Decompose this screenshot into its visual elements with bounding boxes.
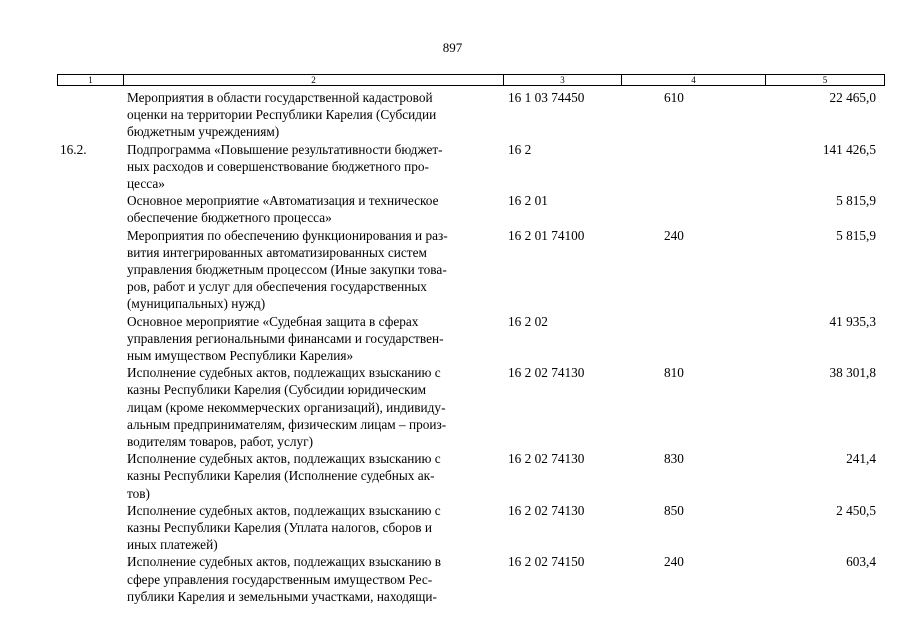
- description-line: тов): [127, 485, 150, 501]
- row-description: [122, 450, 501, 502]
- amount: 38 301,8: [829, 365, 876, 381]
- description-line: Мероприятия в области государственной кадастровой: [127, 90, 433, 105]
- description-line: обеспечение бюджетного процесса»: [127, 210, 332, 226]
- expense-type-code: 610: [664, 90, 684, 105]
- description-line: бюджетным учреждениям): [127, 124, 280, 140]
- amount: 603,4: [846, 554, 876, 570]
- table-row: [57, 89, 879, 141]
- amount: 41 935,3: [829, 313, 876, 329]
- page-number: 897: [442, 40, 463, 55]
- table-row: [57, 141, 879, 193]
- description-line: управления региональными финансами и государствен-: [127, 330, 444, 346]
- description-line: ров, работ и услуг для обеспечения государственных: [127, 279, 427, 295]
- target-article-code: 16 2 02 74130: [508, 365, 585, 381]
- row-number: [57, 450, 122, 502]
- description-line: ным имуществом Республики Карелия»: [127, 348, 354, 364]
- row-description: [122, 502, 501, 554]
- expense-type-code: [618, 141, 761, 193]
- amount: 241,4: [846, 451, 876, 467]
- target-article-code: 16 2 02 74130: [508, 502, 585, 518]
- row-number: [57, 227, 122, 313]
- description-line: вития интегрированных автоматизированных систем: [127, 244, 427, 260]
- column-header-5: 5: [766, 75, 885, 86]
- description-line: Исполнение судебных актов, подлежащих взысканию в: [127, 554, 441, 570]
- row-number: [57, 313, 122, 365]
- description-line: Исполнение судебных актов, подлежащих взысканию с: [127, 451, 441, 467]
- column-header-1: 1: [58, 75, 124, 86]
- row-description: [122, 364, 501, 450]
- expense-type-code: 850: [664, 502, 684, 518]
- description-line: управления бюджетным процессом (Иные закупки това-: [127, 262, 447, 278]
- amount: 22 465,0: [829, 90, 876, 105]
- description-line: (муниципальных) нужд): [127, 296, 266, 312]
- description-line: водителям товаров, работ, услуг): [127, 434, 314, 450]
- table-row: [57, 313, 879, 365]
- expense-type-code: 830: [664, 451, 684, 467]
- description-line: оценки на территории Республики Карелия (Субсидии: [127, 107, 437, 123]
- target-article-code: 16 2 01 74100: [508, 227, 585, 243]
- target-article-code: 16 2 01: [508, 193, 548, 209]
- description-line: Основное мероприятие «Судебная защита в сферах: [127, 313, 419, 329]
- row-description: [122, 227, 501, 313]
- description-line: ных расходов и совершенствование бюджетного про-: [127, 158, 429, 174]
- target-article-code: 16 2 02: [508, 313, 548, 329]
- description-line: Исполнение судебных актов, подлежащих взысканию с: [127, 365, 441, 381]
- row-description: [122, 89, 501, 141]
- table-row: [57, 227, 879, 313]
- target-article-code: 16 2 02 74150: [508, 554, 585, 570]
- description-line: Исполнение судебных актов, подлежащих взысканию с: [127, 502, 441, 518]
- column-header-3: 3: [504, 75, 622, 86]
- amount: 5 815,9: [836, 227, 876, 243]
- description-line: альным предпринимателям, физическим лицам – произ-: [127, 416, 447, 432]
- row-description: [122, 192, 501, 226]
- table-row: [57, 502, 879, 554]
- target-article-code: 16 1 03 74450: [508, 90, 585, 105]
- table-row: [57, 364, 879, 450]
- column-number-header: [57, 74, 885, 86]
- expense-type-code: 240: [664, 227, 684, 243]
- amount: 141 426,5: [822, 141, 876, 157]
- expense-type-code: 240: [664, 554, 684, 570]
- table-row: [57, 553, 879, 605]
- description-line: сфере управления государственным имуществом Рес-: [127, 571, 433, 587]
- description-line: публики Карелия и земельными участками, находящи-: [127, 588, 437, 604]
- row-number: [57, 192, 122, 226]
- target-article-code: 16 2: [508, 141, 532, 157]
- description-line: иных платежей): [127, 537, 218, 553]
- row-description: [122, 141, 501, 193]
- description-line: Мероприятия по обеспечению функционирования и раз-: [127, 227, 448, 243]
- expense-type-code: [618, 192, 761, 226]
- expense-type-code: [618, 313, 761, 365]
- row-number: [57, 89, 122, 141]
- column-header-2: 2: [124, 75, 504, 86]
- column-header-4: 4: [622, 75, 766, 86]
- description-line: цесса»: [127, 176, 165, 192]
- amount: 2 450,5: [836, 502, 876, 518]
- description-line: казны Республики Карелия (Исполнение судебных ак-: [127, 468, 435, 484]
- expense-type-code: 810: [664, 365, 684, 381]
- row-number: [57, 502, 122, 554]
- row-description: [122, 313, 501, 365]
- table-row: [57, 192, 879, 226]
- description-line: казны Республики Карелия (Уплата налогов, сборов и: [127, 520, 432, 536]
- row-number: [57, 553, 122, 605]
- row-number: [57, 364, 122, 450]
- description-line: лицам (кроме некоммерческих организаций), индивиду-: [127, 399, 446, 415]
- description-line: казны Республики Карелия (Субсидии юридическим: [127, 382, 427, 398]
- amount: 5 815,9: [836, 193, 876, 209]
- row-description: [122, 553, 501, 605]
- description-line: Подпрограмма «Повышение результативности бюджет-: [127, 141, 443, 157]
- description-line: Основное мероприятие «Автоматизация и техническое: [127, 193, 439, 209]
- table-row: [57, 450, 879, 502]
- target-article-code: 16 2 02 74130: [508, 451, 585, 467]
- budget-table-body: [57, 89, 879, 605]
- row-number: 16.2.: [60, 141, 87, 157]
